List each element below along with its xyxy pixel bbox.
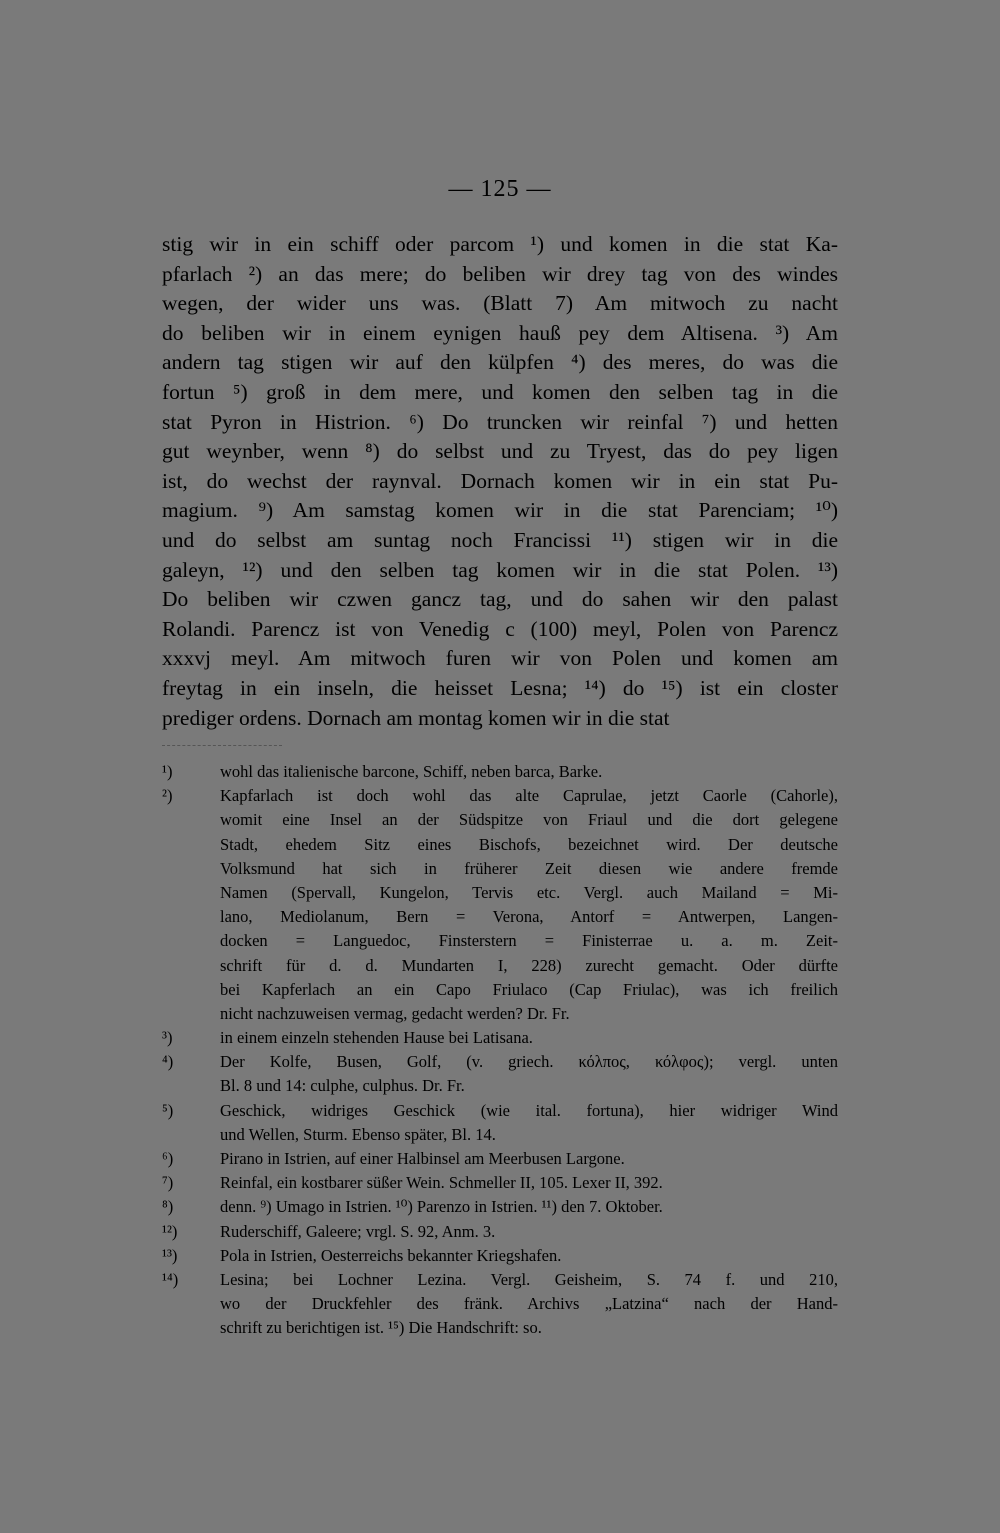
- footnote-text: Kapfarlach ist doch wohl das alte Caprulae, jetzt Caorle (Cahorle),: [220, 786, 838, 806]
- main-line: Do beliben wir czwen gancz tag, und do sahen wir den palast: [162, 587, 838, 612]
- footnote-text: Bl. 8 und 14: culphe, culphus. Dr. Fr.: [220, 1076, 465, 1096]
- footnote-text: Lesina; bei Lochner Lezina. Vergl. Geisheim, S. 74 f. und 210,: [220, 1269, 838, 1289]
- footnote: [162, 784, 838, 1026]
- footnote-text: schrift zu berichtigen ist. ¹⁵) Die Handschrift: so.: [220, 1318, 542, 1338]
- footnote: [162, 1171, 838, 1195]
- footnote: [162, 1147, 838, 1171]
- footnote-text: und Wellen, Sturm. Ebenso später, Bl. 14.: [220, 1124, 496, 1144]
- footnote: [162, 1268, 838, 1341]
- main-line: freytag in ein inseln, die heisset Lesna; ¹⁴) do ¹⁵) ist ein closter: [162, 675, 838, 700]
- main-line: prediger ordens. Dornach am montag komen wir in die stat: [162, 705, 670, 730]
- footnote-number: ¹⁴): [162, 1269, 179, 1289]
- main-line: Rolandi. Parencz ist von Venedig c (100) meyl, Polen von Parencz: [162, 616, 838, 641]
- footnote-text: Ruderschiff, Galeere; vrgl. S. 92, Anm. 3.: [220, 1221, 496, 1241]
- footnote-text: wo der Druckfehler des fränk. Archivs „Latzina“ nach der Hand-: [220, 1294, 838, 1314]
- main-line: pfarlach ²) an das mere; do beliben wir drey tag von des windes: [162, 261, 838, 286]
- footnote-number: ⁴): [162, 1052, 174, 1072]
- page-number: — 125 —: [448, 176, 552, 202]
- footnote-text: in einem einzeln stehenden Hause bei Latisana.: [220, 1028, 533, 1048]
- footnote-number: ¹): [162, 762, 173, 781]
- footnotes: [162, 760, 838, 1341]
- main-line: stat Pyron in Histrion. ⁶) Do truncken wir reinfal ⁷) und hetten: [162, 409, 838, 434]
- footnote-text: Namen (Spervall, Kungelon, Tervis etc. Vergl. auch Mailand = Mi-: [220, 882, 838, 902]
- main-line: galeyn, ¹²) und den selben tag komen wir in die stat Polen. ¹³): [162, 557, 838, 582]
- footnote-text: lano, Mediolanum, Bern = Verona, Antorf = Antwerpen, Langen-: [220, 907, 838, 927]
- main-line: xxxvj meyl. Am mitwoch furen wir von Polen und komen am: [162, 646, 838, 671]
- footnote-text: docken = Languedoc, Finsterstern = Finisterrae u. a. m. Zeit-: [220, 931, 838, 951]
- footnote: [162, 1099, 838, 1147]
- footnote-number: ²): [162, 786, 173, 806]
- footnote-number: ⁸): [162, 1197, 174, 1217]
- main-line: magium. ⁹) Am samstag komen wir in die stat Parenciam; ¹⁰): [162, 498, 838, 523]
- main-line: fortun ⁵) groß in dem mere, und komen den selben tag in die: [162, 379, 838, 404]
- footnote-text: nicht nachzuweisen vermag, gedacht werden? Dr. Fr.: [220, 1003, 570, 1023]
- main-line: ist, do wechst der raynval. Dornach komen wir in ein stat Pu-: [162, 468, 838, 493]
- footnote-text: schrift für d. d. Mundarten I, 228) zurecht gemacht. Oder dürfte: [220, 955, 838, 975]
- footnote-number: ⁵): [162, 1100, 174, 1120]
- footnote-text: Geschick, widriges Geschick (wie ital. fortuna), hier widriger Wind: [220, 1100, 838, 1120]
- footnote-number: ¹²): [162, 1221, 178, 1241]
- footnote-text: Pola in Istrien, Oesterreichs bekannter Kriegshafen.: [220, 1245, 562, 1265]
- main-line: do beliben wir in einem eynigen hauß pey dem Altisena. ³) Am: [162, 320, 838, 345]
- footnote-text: wohl das italienische barcone, Schiff, neben barca, Barke.: [220, 762, 603, 781]
- main-line: stig wir in ein schiff oder parcom ¹) und komen in die stat Ka-: [162, 232, 838, 256]
- footnote-number: ³): [162, 1028, 173, 1048]
- footnote: [162, 1244, 838, 1268]
- footnote-text: Pirano in Istrien, auf einer Halbinsel am Meerbusen Largone.: [220, 1149, 625, 1168]
- footnote-text: Stadt, ehedem Sitz eines Bischofs, bezeichnet wird. Der deutsche: [220, 834, 838, 854]
- footnote: [162, 1050, 838, 1098]
- footnote-text: denn. ⁹) Umago in Istrien. ¹⁰) Parenzo in Istrien. ¹¹) den 7. Oktober.: [220, 1197, 663, 1217]
- footnote-text: Reinfal, ein kostbarer süßer Wein. Schmeller II, 105. Lexer II, 392.: [220, 1173, 663, 1193]
- main-line: andern tag stigen wir auf den külpfen ⁴) des meres, do was die: [162, 350, 838, 375]
- footnote: [162, 1220, 838, 1244]
- footnote-divider: [162, 745, 282, 746]
- footnote: [162, 760, 838, 784]
- footnote-text: Volksmund hat sich in früherer Zeit diesen wie andere fremde: [220, 858, 838, 878]
- main-line: gut weynber, wenn ⁸) do selbst und zu Tryest, das do pey ligen: [162, 439, 838, 464]
- footnote-text: bei Kapferlach an ein Capo Friulaco (Cap Friulac), was ich freilich: [220, 979, 838, 999]
- main-line: und do selbst am suntag noch Francissi ¹¹) stigen wir in die: [162, 527, 838, 552]
- footnote-number: ⁷): [162, 1173, 174, 1193]
- footnote: [162, 1026, 838, 1050]
- footnote-text: womit eine Insel an der Südspitze von Friaul und die dort gelegene: [220, 810, 838, 830]
- footnote-text: Der Kolfe, Busen, Golf, (v. griech. κόλπος, κόλφος); vergl. unten: [220, 1052, 838, 1072]
- footnote-number: ¹³): [162, 1245, 178, 1265]
- footnote: [162, 1195, 838, 1219]
- footnote-number: ⁶): [162, 1149, 174, 1168]
- main-text: [162, 230, 838, 733]
- main-line: wegen, der wider uns was. (Blatt 7) Am mitwoch zu nacht: [162, 291, 838, 316]
